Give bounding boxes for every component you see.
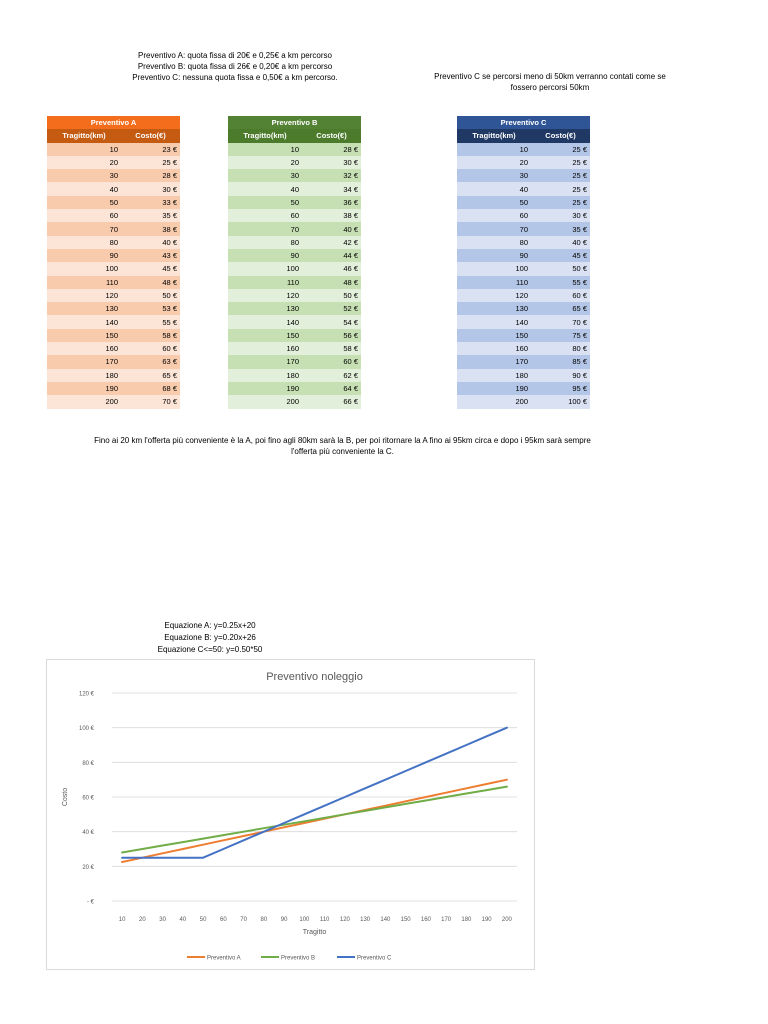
- chart-title: Preventivo noleggio: [266, 671, 363, 683]
- cell-costo: 30 €: [531, 209, 590, 222]
- line-chart: [46, 659, 535, 970]
- x-tick-label: 80: [260, 917, 268, 923]
- cell-costo: 55 €: [531, 276, 590, 289]
- cell-tragitto: 80: [228, 236, 302, 249]
- cell-costo: 70 €: [531, 315, 590, 328]
- table-row: [47, 196, 180, 209]
- table-row: [47, 315, 180, 328]
- intro-text: [100, 50, 370, 83]
- cell-costo: 64 €: [302, 382, 361, 395]
- x-tick-label: 40: [179, 917, 187, 923]
- cell-costo: 33 €: [121, 196, 180, 209]
- table-row: [457, 143, 590, 156]
- cell-tragitto: 200: [457, 395, 531, 408]
- cell-tragitto: 170: [457, 355, 531, 368]
- cell-costo: 25 €: [531, 143, 590, 156]
- cell-costo: 53 €: [121, 302, 180, 315]
- table-row: [47, 169, 180, 182]
- cell-costo: 25 €: [531, 196, 590, 209]
- series-line-2: [122, 787, 507, 853]
- y-axis-title: Costo: [62, 787, 69, 807]
- table-row: [457, 276, 590, 289]
- cell-tragitto: 90: [228, 249, 302, 262]
- table-row: [228, 222, 361, 235]
- cell-tragitto: 60: [47, 209, 121, 222]
- cell-tragitto: 140: [457, 315, 531, 328]
- table-row: [47, 395, 180, 408]
- cell-costo: 63 €: [121, 355, 180, 368]
- equations-text: [110, 620, 310, 656]
- x-tick-label: 200: [501, 917, 512, 923]
- cell-tragitto: 140: [228, 315, 302, 328]
- note-c-text: [405, 71, 695, 93]
- table-row: [228, 382, 361, 395]
- cell-costo: 56 €: [302, 329, 361, 342]
- cell-tragitto: 150: [47, 329, 121, 342]
- equation-a: Equazione A: y=0.25x+20: [164, 621, 256, 630]
- cell-tragitto: 160: [47, 342, 121, 355]
- cell-tragitto: 100: [47, 262, 121, 275]
- column-header-tragitto: Tragitto(km): [47, 129, 121, 142]
- x-tick-label: 10: [118, 917, 126, 923]
- table-title: Preventivo C: [457, 116, 590, 129]
- cell-tragitto: 90: [457, 249, 531, 262]
- x-tick-label: 110: [319, 917, 330, 923]
- x-tick-label: 130: [360, 917, 371, 923]
- x-tick-label: 190: [481, 917, 492, 923]
- cell-tragitto: 140: [47, 315, 121, 328]
- table-row: [457, 196, 590, 209]
- cell-costo: 32 €: [302, 169, 361, 182]
- cell-tragitto: 160: [457, 342, 531, 355]
- table-row: [228, 355, 361, 368]
- cell-costo: 35 €: [531, 222, 590, 235]
- legend-label: Preventivo B: [281, 955, 316, 962]
- conclusion-text: [40, 435, 645, 457]
- cell-costo: 100 €: [531, 395, 590, 408]
- y-tick-label: 80 €: [82, 760, 94, 767]
- cell-tragitto: 10: [228, 143, 302, 156]
- note-c-line: Preventivo C se percorsi meno di 50km verranno contati come se: [434, 72, 666, 81]
- cell-costo: 38 €: [121, 222, 180, 235]
- table-row: [228, 209, 361, 222]
- table-row: [457, 302, 590, 315]
- cell-tragitto: 20: [457, 156, 531, 169]
- table-row: [228, 289, 361, 302]
- column-header-tragitto: Tragitto(km): [228, 129, 302, 142]
- y-tick-label: - €: [86, 899, 94, 906]
- cell-costo: 60 €: [121, 342, 180, 355]
- table-row: [228, 395, 361, 408]
- cell-tragitto: 170: [228, 355, 302, 368]
- cell-costo: 70 €: [121, 395, 180, 408]
- cell-costo: 45 €: [531, 249, 590, 262]
- cell-tragitto: 110: [47, 276, 121, 289]
- table-row: [228, 236, 361, 249]
- table-row: [47, 355, 180, 368]
- x-tick-label: 150: [400, 917, 411, 923]
- cell-tragitto: 200: [47, 395, 121, 408]
- cell-costo: 85 €: [531, 355, 590, 368]
- table-row: [457, 249, 590, 262]
- conclusion-line: l'offerta più conveniente la C.: [291, 447, 394, 456]
- cell-tragitto: 40: [457, 182, 531, 195]
- y-tick-label: 60 €: [82, 795, 94, 802]
- cell-tragitto: 190: [228, 382, 302, 395]
- cell-tragitto: 40: [228, 182, 302, 195]
- cell-tragitto: 50: [457, 196, 531, 209]
- table-row: [457, 355, 590, 368]
- table-row: [228, 262, 361, 275]
- cell-costo: 28 €: [121, 169, 180, 182]
- cell-tragitto: 50: [47, 196, 121, 209]
- cell-tragitto: 90: [47, 249, 121, 262]
- table-row: [47, 156, 180, 169]
- note-c-line: fossero percorsi 50km: [510, 83, 590, 92]
- legend-label: Preventivo A: [207, 955, 241, 962]
- cell-tragitto: 80: [47, 236, 121, 249]
- table-row: [228, 369, 361, 382]
- table-row: [47, 382, 180, 395]
- x-tick-label: 100: [299, 917, 310, 923]
- table-row: [457, 182, 590, 195]
- cell-costo: 45 €: [121, 262, 180, 275]
- cell-costo: 75 €: [531, 329, 590, 342]
- table-row: [47, 289, 180, 302]
- table-row: [228, 329, 361, 342]
- table-row: [457, 156, 590, 169]
- table-row: [228, 196, 361, 209]
- y-tick-label: 40 €: [82, 830, 94, 837]
- cell-costo: 30 €: [302, 156, 361, 169]
- cell-tragitto: 30: [457, 169, 531, 182]
- cell-costo: 65 €: [121, 369, 180, 382]
- intro-line: Preventivo C: nessuna quota fissa e 0,50€ a km percorso.: [132, 73, 338, 82]
- table-row: [228, 302, 361, 315]
- cell-tragitto: 190: [457, 382, 531, 395]
- cell-costo: 46 €: [302, 262, 361, 275]
- table-row: [47, 342, 180, 355]
- cell-costo: 50 €: [121, 289, 180, 302]
- cell-costo: 34 €: [302, 182, 361, 195]
- column-header-costo: Costo(€): [121, 129, 180, 142]
- table-row: [228, 169, 361, 182]
- cell-tragitto: 120: [457, 289, 531, 302]
- cell-tragitto: 70: [228, 222, 302, 235]
- table-row: [228, 156, 361, 169]
- cell-costo: 60 €: [302, 355, 361, 368]
- cell-costo: 66 €: [302, 395, 361, 408]
- cell-costo: 52 €: [302, 302, 361, 315]
- table-row: [47, 369, 180, 382]
- cell-costo: 58 €: [121, 329, 180, 342]
- cell-tragitto: 80: [457, 236, 531, 249]
- table-row: [47, 302, 180, 315]
- cell-tragitto: 60: [228, 209, 302, 222]
- x-tick-label: 70: [240, 917, 247, 923]
- cell-tragitto: 100: [228, 262, 302, 275]
- table-row: [47, 236, 180, 249]
- table-preventivo-c: [457, 116, 590, 409]
- cell-tragitto: 30: [47, 169, 121, 182]
- cell-costo: 60 €: [531, 289, 590, 302]
- cell-tragitto: 200: [228, 395, 302, 408]
- equation-b: Equazione B: y=0.20x+26: [164, 633, 256, 642]
- table-row: [47, 329, 180, 342]
- column-header-costo: Costo(€): [531, 129, 590, 142]
- cell-costo: 42 €: [302, 236, 361, 249]
- cell-costo: 25 €: [531, 182, 590, 195]
- cell-tragitto: 180: [457, 369, 531, 382]
- cell-tragitto: 190: [47, 382, 121, 395]
- cell-tragitto: 120: [47, 289, 121, 302]
- legend-label: Preventivo C: [357, 955, 392, 962]
- table-row: [228, 249, 361, 262]
- table-row: [47, 209, 180, 222]
- table-row: [228, 342, 361, 355]
- table-row: [457, 236, 590, 249]
- table-row: [228, 276, 361, 289]
- intro-line: Preventivo A: quota fissa di 20€ e 0,25€ a km percorso: [138, 51, 332, 60]
- cell-costo: 28 €: [302, 143, 361, 156]
- cell-costo: 40 €: [531, 236, 590, 249]
- table-row: [457, 342, 590, 355]
- table-title: Preventivo B: [228, 116, 361, 129]
- cell-costo: 58 €: [302, 342, 361, 355]
- table-row: [47, 222, 180, 235]
- cell-tragitto: 170: [47, 355, 121, 368]
- cell-tragitto: 70: [47, 222, 121, 235]
- column-header-costo: Costo(€): [302, 129, 361, 142]
- cell-costo: 95 €: [531, 382, 590, 395]
- cell-costo: 25 €: [121, 156, 180, 169]
- cell-costo: 48 €: [302, 276, 361, 289]
- table-row: [47, 143, 180, 156]
- table-row: [47, 276, 180, 289]
- x-tick-label: 170: [441, 917, 452, 923]
- x-axis-title: Tragitto: [302, 929, 327, 936]
- x-tick-label: 30: [159, 917, 166, 923]
- table-row: [47, 262, 180, 275]
- cell-tragitto: 10: [47, 143, 121, 156]
- cell-tragitto: 10: [457, 143, 531, 156]
- cell-tragitto: 50: [228, 196, 302, 209]
- cell-tragitto: 40: [47, 182, 121, 195]
- cell-costo: 30 €: [121, 182, 180, 195]
- x-tick-label: 20: [139, 917, 146, 923]
- cell-tragitto: 30: [228, 169, 302, 182]
- x-tick-label: 180: [461, 917, 472, 923]
- x-tick-label: 60: [220, 917, 227, 923]
- table-row: [457, 382, 590, 395]
- x-tick-label: 50: [199, 917, 207, 923]
- cell-costo: 68 €: [121, 382, 180, 395]
- cell-costo: 35 €: [121, 209, 180, 222]
- cell-costo: 54 €: [302, 315, 361, 328]
- cell-costo: 90 €: [531, 369, 590, 382]
- column-header-tragitto: Tragitto(km): [457, 129, 531, 142]
- table-row: [47, 182, 180, 195]
- series-line-1: [122, 780, 507, 862]
- table-row: [457, 209, 590, 222]
- cell-costo: 48 €: [121, 276, 180, 289]
- cell-tragitto: 150: [457, 329, 531, 342]
- table-row: [228, 315, 361, 328]
- cell-tragitto: 150: [228, 329, 302, 342]
- x-tick-label: 90: [280, 917, 288, 923]
- cell-tragitto: 70: [457, 222, 531, 235]
- cell-tragitto: 120: [228, 289, 302, 302]
- cell-costo: 40 €: [302, 222, 361, 235]
- intro-line: Preventivo B: quota fissa di 26€ e 0,20€ a km percorso: [137, 62, 333, 71]
- table-row: [457, 169, 590, 182]
- cell-tragitto: 20: [228, 156, 302, 169]
- cell-tragitto: 180: [47, 369, 121, 382]
- cell-tragitto: 160: [228, 342, 302, 355]
- cell-tragitto: 180: [228, 369, 302, 382]
- table-title: Preventivo A: [47, 116, 180, 129]
- table-preventivo-b: [228, 116, 361, 409]
- cell-costo: 80 €: [531, 342, 590, 355]
- cell-costo: 43 €: [121, 249, 180, 262]
- cell-tragitto: 130: [228, 302, 302, 315]
- cell-costo: 25 €: [531, 169, 590, 182]
- conclusion-line: Fino ai 20 km l'offerta più conveniente è la A, poi fino agli 80km sarà la B, per poi ritornare la A fino ai 95km circa e dopo i 95km sarà sempre: [94, 436, 591, 445]
- cell-costo: 62 €: [302, 369, 361, 382]
- table-row: [228, 143, 361, 156]
- table-row: [457, 315, 590, 328]
- table-row: [457, 369, 590, 382]
- cell-tragitto: 130: [457, 302, 531, 315]
- y-tick-label: 20 €: [82, 864, 94, 871]
- chart-canvas: [47, 660, 536, 971]
- cell-costo: 44 €: [302, 249, 361, 262]
- cell-tragitto: 130: [47, 302, 121, 315]
- cell-costo: 50 €: [302, 289, 361, 302]
- cell-costo: 38 €: [302, 209, 361, 222]
- equation-c: Equazione C<=50: y=0.50*50: [157, 645, 263, 654]
- table-preventivo-a: [47, 116, 180, 409]
- cell-tragitto: 20: [47, 156, 121, 169]
- cell-costo: 23 €: [121, 143, 180, 156]
- x-tick-label: 120: [339, 917, 350, 923]
- table-row: [457, 329, 590, 342]
- y-tick-label: 100 €: [78, 726, 94, 733]
- cell-costo: 65 €: [531, 302, 590, 315]
- table-row: [457, 222, 590, 235]
- cell-tragitto: 110: [457, 276, 531, 289]
- x-tick-label: 160: [420, 917, 431, 923]
- cell-tragitto: 100: [457, 262, 531, 275]
- cell-costo: 40 €: [121, 236, 180, 249]
- cell-costo: 55 €: [121, 315, 180, 328]
- table-row: [47, 249, 180, 262]
- table-row: [228, 182, 361, 195]
- y-tick-label: 120 €: [78, 691, 94, 698]
- cell-costo: 36 €: [302, 196, 361, 209]
- table-row: [457, 289, 590, 302]
- table-row: [457, 262, 590, 275]
- table-row: [457, 395, 590, 408]
- cell-tragitto: 110: [228, 276, 302, 289]
- x-tick-label: 140: [380, 917, 391, 923]
- cell-tragitto: 60: [457, 209, 531, 222]
- cell-costo: 25 €: [531, 156, 590, 169]
- cell-costo: 50 €: [531, 262, 590, 275]
